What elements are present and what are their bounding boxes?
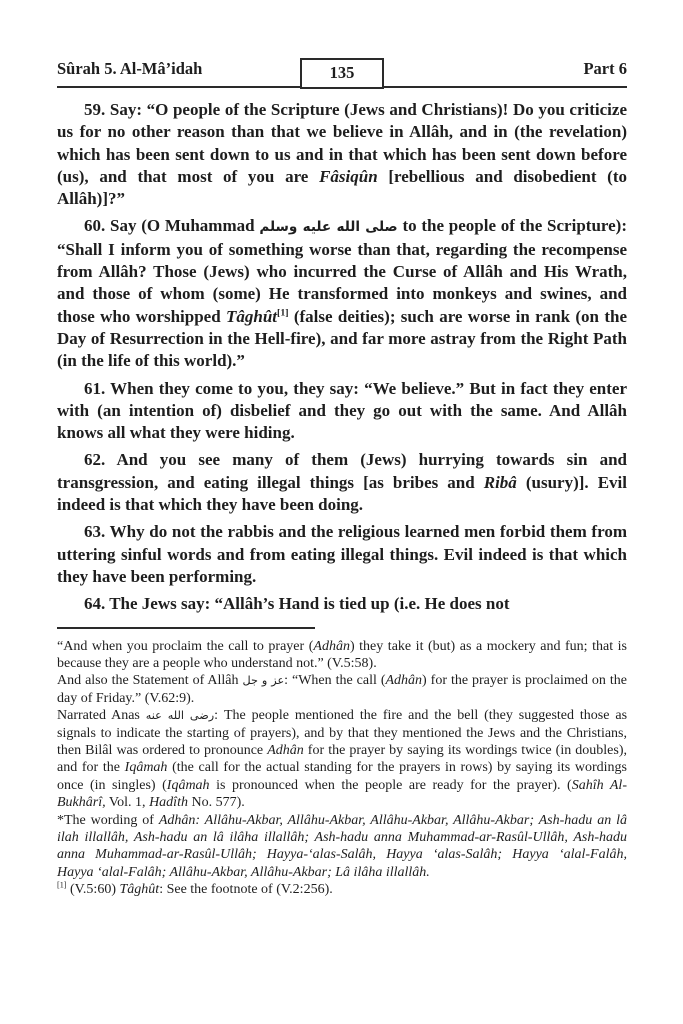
text-segment: 61. When they come to you, they say: “We believe.” But in fact they enter with (an intention of) disbelief and they go out with the same. And Allâh knows all what they were hiding. xyxy=(57,378,627,443)
verse-paragraph xyxy=(57,99,627,210)
text-segment: (false deities); such are worse in rank (on the Day of Resurrection in the Hell-fire), and far more astray from the Right Path (in the life of this world).” xyxy=(57,306,627,371)
text-segment: 62. And you see many of them (Jews) hurrying towards sin and transgression, and eating illegal things [as bribes and xyxy=(57,450,627,492)
verse-text-block xyxy=(57,88,627,616)
verse-paragraph xyxy=(57,521,627,588)
text-segment: Adhân: Allâhu-Akbar, Allâhu-Akbar, Allâhu-Akbar, Allâhu-Akbar; Ash-hadu an lâ ilah illallâh, Ash-hadu an lâ ilâha illallâh; Ash-hadu anna Muhammad-ar-Rasûl-Ullâh, Ash-hadu anna Muhammad-ar-Rasûl-Ullâh; Hayya-‘alas-Salâh, Hayya ‘alas-Salâh; Hayya ‘alal-Falâh, Hayya ‘alal-Falâh; Allâhu-Akbar, Allâhu-Akbar; Lâ ilâha illallâh. xyxy=(57,812,627,880)
text-segment: Fâsiqûn xyxy=(319,166,378,186)
text-segment: (usury)]. Evil indeed is that which they have been doing. xyxy=(57,472,627,515)
footnote-paragraph xyxy=(57,881,627,898)
text-segment: (V.5:60) xyxy=(66,882,120,898)
text-segment: : “When the call ( xyxy=(284,673,386,689)
text-segment: ) they take it (but) as a mockery and fun; that is because they are a people who understand not.” (V.5:58). xyxy=(57,638,627,671)
part-label: Part 6 xyxy=(583,59,627,78)
verse-paragraph xyxy=(57,449,627,516)
text-segment: Sahîh Al-Bukhârî, xyxy=(57,777,627,811)
text-segment: Tâghût xyxy=(119,882,160,898)
text-segment: And also the Statement of Allâh xyxy=(57,673,243,689)
arabic-phrase: صلى الله عليه وسلم xyxy=(259,219,398,236)
text-segment: ) for the prayer is proclaimed on the day of Friday.” (V.62:9). xyxy=(57,673,627,706)
text-segment: Tâghût xyxy=(226,306,278,326)
text-segment: Adhân xyxy=(385,673,423,689)
verse-paragraph xyxy=(57,378,627,445)
text-segment: No. 577). xyxy=(187,795,245,811)
footnote-marker: [1] xyxy=(277,307,289,319)
text-segment: for the prayer by saying its wordings twice (in doubles), and for the xyxy=(57,742,627,776)
text-segment: : See the footnote of (V.2:256). xyxy=(159,882,333,898)
arabic-phrase: رضى الله عنه xyxy=(145,709,215,723)
page-number-box xyxy=(300,58,384,89)
text-segment: Vol. 1, xyxy=(105,795,150,811)
footnote-paragraph xyxy=(57,672,627,707)
verse-paragraph xyxy=(57,593,627,615)
footnote-paragraph xyxy=(57,707,627,811)
verse-paragraph xyxy=(57,215,627,372)
text-segment: is pronounced when the people are ready for the prayer). ( xyxy=(209,777,572,793)
text-segment: 60. Say (O Muhammad xyxy=(84,216,260,236)
text-segment: 63. Why do not the rabbis and the religious learned men forbid them from uttering sinful words and from eating illegal things. Evil indeed is that which they have been performing. xyxy=(57,522,627,586)
footnote-paragraph xyxy=(57,812,627,882)
footnote-marker: [1] xyxy=(57,880,67,890)
text-segment: to the people of the Scripture): “Shall I inform you of something worse than that, regarding the recompense from Allâh? Those (Jews) who incurred the Curse of Allâh and His Wrath, and those of whom (some) He transformed into monkeys and swines, and those who worshipped xyxy=(57,216,627,326)
text-segment: : The people mentioned the fire and the bell (they suggested those as signals to indicate the starting of prayers), and by that they mentioned the Jews and the Christians, then Bilâl was ordered to pronounce xyxy=(57,708,628,758)
footnotes-block xyxy=(57,629,627,899)
arabic-phrase: عز و جل xyxy=(242,674,285,688)
text-segment: Narrated Anas xyxy=(57,708,146,724)
footnote-paragraph xyxy=(57,638,627,673)
text-segment: Adhân xyxy=(267,742,304,758)
text-segment: *The wording of xyxy=(57,812,159,828)
text-segment: Hadîth xyxy=(149,795,188,811)
page-number: 135 xyxy=(329,63,355,82)
text-segment: Ribâ xyxy=(483,472,517,492)
text-segment: “And when you proclaim the call to prayer ( xyxy=(57,638,314,654)
surah-title: Sûrah 5. Al-Mâ’idah xyxy=(57,59,203,78)
text-segment: 64. The Jews say: “Allâh’s Hand is tied up (i.e. He does not xyxy=(84,594,510,614)
text-segment: Iqâmah xyxy=(166,777,210,793)
text-segment: [rebellious and disobedient (to Allâh)]?” xyxy=(57,166,627,209)
text-segment: Adhân xyxy=(313,638,350,654)
text-segment: 59. Say: “O people of the Scripture (Jews and Christians)! Do you criticize us for no other reason than that we believe in Allâh, and in (the revelation) which has been sent down to us and in that which has been sent down before (us), and that most of you are xyxy=(57,100,627,186)
page-header xyxy=(57,0,627,88)
text-segment: (the call for the actual standing for the prayers in rows) by saying its wordings once (in singles) ( xyxy=(57,760,627,793)
text-segment: Iqâmah xyxy=(124,760,168,776)
